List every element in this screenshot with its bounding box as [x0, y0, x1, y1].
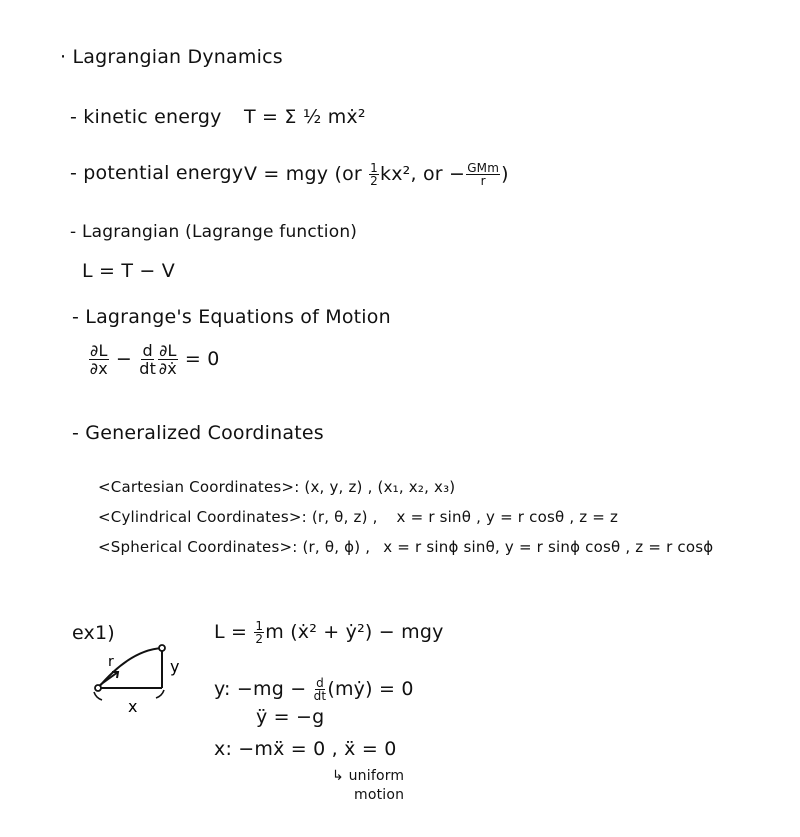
- generalized-label: - Generalized Coordinates: [72, 422, 324, 444]
- example-y-equation: y: −mg − $\frac{d}{dt}$ (mẏ) = 0: [214, 676, 414, 703]
- gmm-fraction: $\frac{\text{GMm}}{r}$: [467, 161, 500, 188]
- coord-row-cylindrical: <Cylindrical Coordinates>: (r, θ, z) , x = r sinθ , y = r cosθ , z = z: [98, 508, 619, 526]
- triangle-diagram-icon: [90, 640, 200, 720]
- svg-text:x: x: [128, 697, 138, 716]
- potential-alt-open: (or: [334, 163, 362, 185]
- equations-formula: $\frac{\partial L}{\partial x}$ − $\frac{d}{dt}$ $\frac{\partial L}{\text{∂ẋ}}$ = 0: [89, 341, 220, 378]
- example-y-result: ÿ = −g: [256, 706, 325, 728]
- half-fraction: $\frac{1}{2}$: [370, 161, 379, 188]
- potential-energy-formula: [244, 162, 509, 187]
- dL-dx-fraction: $\frac{\partial L}{\partial x}$: [89, 341, 108, 378]
- potential-energy-label: - potential energy: [70, 162, 244, 184]
- kinetic-energy-label: - kinetic energy: [70, 106, 222, 128]
- d-dt-fraction: $\frac{d}{dt}$: [139, 341, 157, 378]
- potential-alt-close: ): [501, 163, 509, 185]
- potential-main: V = mgy: [244, 163, 329, 185]
- lagrangian-label: - Lagrangian (Lagrange function): [70, 222, 358, 242]
- potential-alt-or: or −: [422, 163, 466, 185]
- coord-row-spherical: <Spherical Coordinates>: (r, θ, ϕ) , x = r sinϕ sinθ, y = r sinϕ cosθ , z = r cosϕ: [98, 538, 714, 556]
- coord-row-cartesian: <Cartesian Coordinates>: (x, y, z) , (x₁, x₂, x₃): [98, 478, 456, 496]
- kinetic-energy-formula: T = Σ ½ mẋ²: [244, 106, 366, 128]
- dL-dxdot-fraction: $\frac{\partial L}{\text{∂ẋ}}$: [158, 341, 177, 378]
- example-x-equation: x: −mẍ = 0 , ẍ = 0: [214, 738, 397, 760]
- example-label: ex1): [72, 622, 115, 644]
- svg-text:r: r: [108, 654, 114, 670]
- potential-alt-kx: kx²,: [380, 163, 417, 185]
- lagrangian-formula: L = T − V: [82, 260, 175, 282]
- example-note-uniform: ↳ uniform: [332, 768, 405, 784]
- example-note-motion: motion: [354, 787, 405, 803]
- equations-label: - Lagrange's Equations of Motion: [72, 306, 391, 328]
- page-title: · Lagrangian Dynamics: [60, 46, 283, 68]
- svg-text:y: y: [170, 657, 180, 676]
- example-lagrangian: L = $\frac{1}{2}$ m (ẋ² + ẏ²) − mgy: [214, 619, 444, 646]
